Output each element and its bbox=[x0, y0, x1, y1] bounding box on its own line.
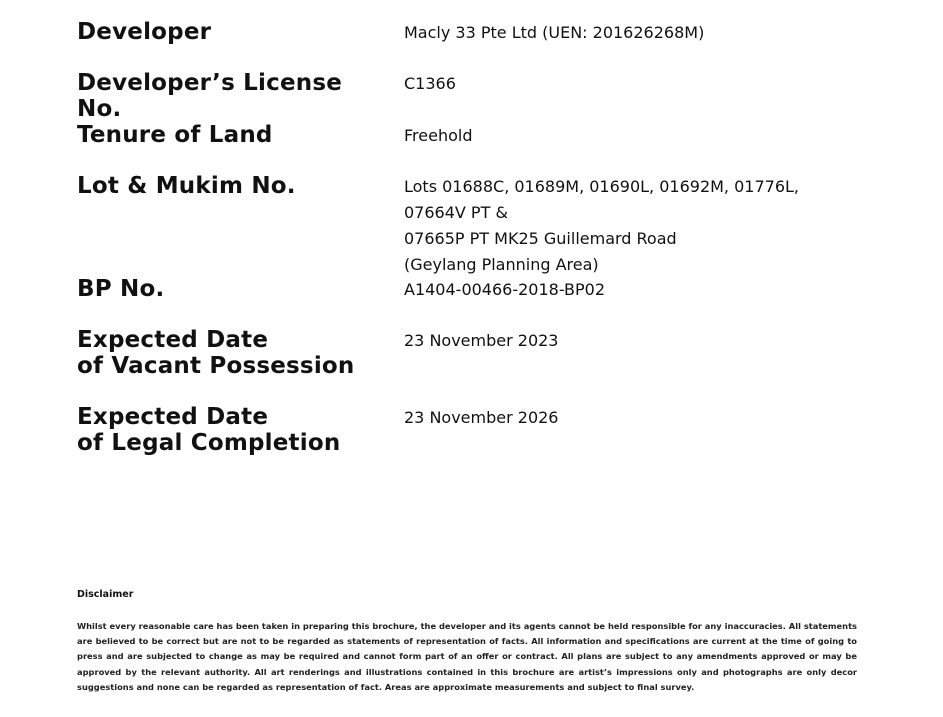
detail-label-line: Lot & Mukim No. bbox=[77, 173, 296, 199]
detail-value-line: Freehold bbox=[404, 126, 473, 145]
detail-label bbox=[77, 404, 377, 456]
detail-value bbox=[404, 20, 854, 46]
detail-value bbox=[404, 405, 854, 431]
detail-value-line: Macly 33 Pte Ltd (UEN: 201626268M) bbox=[404, 23, 705, 42]
detail-label-line: BP No. bbox=[77, 276, 165, 302]
detail-value-line: A1404-00466-2018-BP02 bbox=[404, 280, 606, 299]
detail-value bbox=[404, 277, 854, 303]
detail-value-line: 23 November 2026 bbox=[404, 408, 559, 427]
detail-label-line: Expected Date bbox=[77, 327, 269, 353]
detail-label-line: of Vacant Possession bbox=[77, 353, 355, 379]
detail-label-line: Developer’s License No. bbox=[77, 70, 343, 122]
detail-label-line: Expected Date bbox=[77, 404, 269, 430]
detail-label bbox=[77, 70, 377, 122]
detail-value-line: (Geylang Planning Area) bbox=[404, 255, 599, 274]
disclaimer-text: Whilst every reasonable care has been taken in preparing this brochure, the developer and its agents cannot be held responsible for any inaccuracies. All statements are believed to be correct but are not to be regarded as statements of representation of facts. All information and specifications are current at the time of going to press and are subjected to change as may be required and cannot form part of an offer or contract. All plans are subject to any amendments approved or may be approved by the relevant authority. All art renderings and illustrations contained in this brochure are artist’s impressions only and photographs are only decor suggestions and none can be regarded as representation of fact. Areas are approximate measurements and subject to final survey. bbox=[77, 621, 857, 692]
detail-value bbox=[404, 328, 854, 354]
detail-value-line: Lots 01688C, 01689M, 01690L, 01692M, 01776L, 07664V PT & bbox=[404, 177, 799, 222]
detail-label bbox=[77, 327, 377, 379]
detail-label-line: Developer bbox=[77, 19, 212, 45]
detail-label-line: Tenure of Land bbox=[77, 122, 273, 148]
detail-label bbox=[77, 173, 377, 199]
detail-label-line: of Legal Completion bbox=[77, 430, 341, 456]
detail-value-line: 07665P PT MK25 Guillemard Road bbox=[404, 229, 677, 248]
detail-value bbox=[404, 123, 854, 149]
detail-value-line: 23 November 2023 bbox=[404, 331, 559, 350]
detail-label bbox=[77, 276, 377, 302]
detail-value-line: C1366 bbox=[404, 74, 456, 93]
disclaimer-title: Disclaimer bbox=[77, 589, 134, 600]
detail-value bbox=[404, 71, 854, 97]
detail-label bbox=[77, 19, 377, 45]
detail-label bbox=[77, 122, 377, 148]
detail-value bbox=[404, 174, 854, 278]
